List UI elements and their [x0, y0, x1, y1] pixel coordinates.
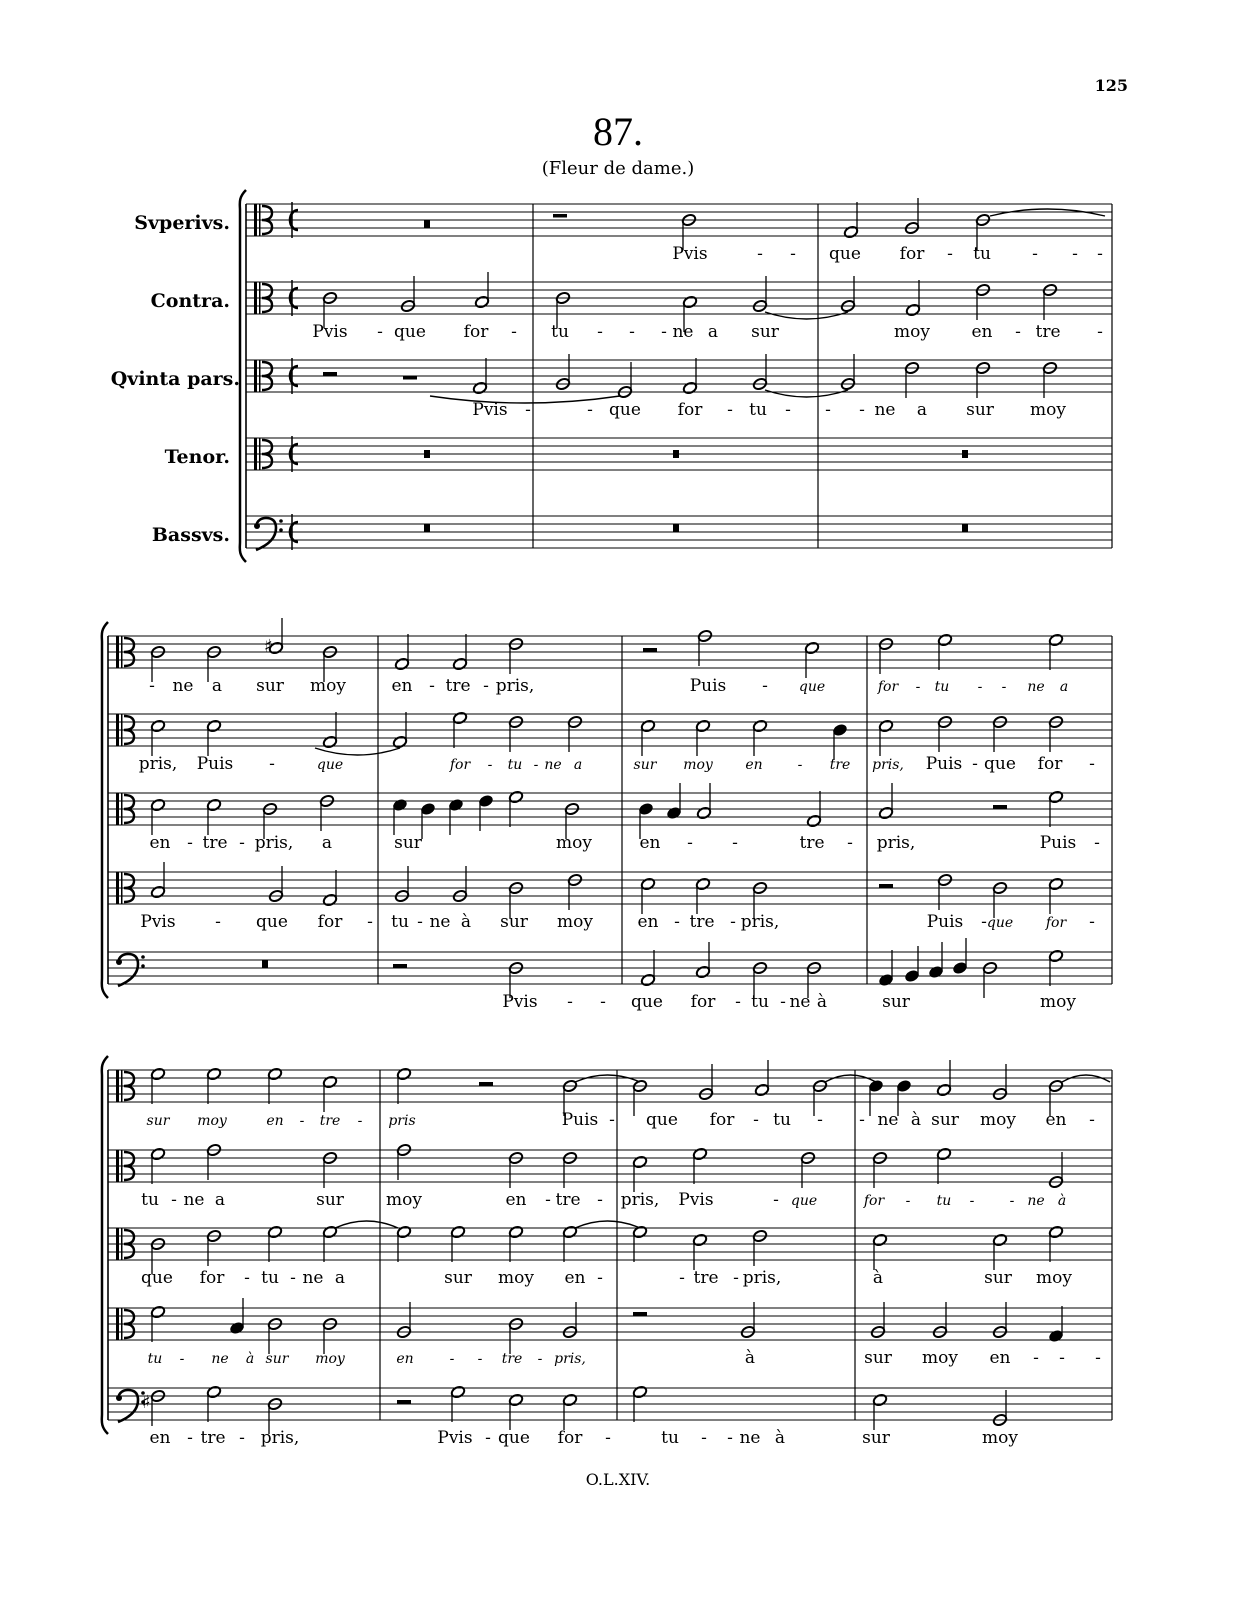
breve-rest-icon: [962, 450, 968, 458]
lyric-superius: -: [757, 244, 763, 264]
f-clef-icon: [279, 528, 283, 532]
lyric-superius: que: [646, 1110, 678, 1130]
lyric-contra: tu: [551, 322, 569, 342]
voice-label-superius: Svperivs.: [134, 212, 230, 234]
breve-rest-icon: [962, 524, 968, 532]
lyric-tenor: en: [637, 912, 659, 932]
lyric-superius: -: [1032, 244, 1038, 264]
lyric-superius: Puis: [561, 1110, 599, 1130]
c-clef-icon: [259, 204, 261, 236]
lyric-bassus: à: [816, 992, 828, 1012]
c-clef-icon: [121, 1150, 123, 1182]
lyric-tenor: -: [1059, 1348, 1065, 1368]
f-clef-icon: [118, 1390, 138, 1422]
lyric-contra: -: [797, 757, 803, 773]
breve-rest-icon: [262, 960, 268, 968]
lyric-tenor: -: [1095, 1348, 1101, 1368]
lyric-contra: en: [745, 757, 763, 773]
lyric-contra: pris,: [620, 1190, 660, 1210]
lyric-quinta-pars: ne: [874, 400, 896, 420]
c-clef-icon: [116, 636, 119, 668]
lyric-bassus: Pvis: [502, 992, 538, 1012]
lyric-contra: -: [377, 322, 383, 342]
lyric-bassus: que: [498, 1428, 530, 1448]
voice-label-contra: Contra.: [150, 290, 230, 312]
lyric-quinta-pars: Pvis: [472, 400, 508, 420]
lyric-superius: -: [1089, 1110, 1095, 1130]
f-clef-icon: [254, 523, 260, 529]
lyric-tenor: for: [317, 912, 343, 932]
lyric-tenor: sur: [265, 1351, 289, 1367]
lyric-contra: sur: [633, 757, 657, 773]
lyric-quinta-pars: à: [872, 1268, 884, 1288]
lyric-quinta-pars: -: [1094, 833, 1100, 853]
lyric-quinta-pars: a: [916, 400, 928, 420]
lyric-quinta-pars: for: [199, 1268, 225, 1288]
lyric-quinta-pars: -: [847, 833, 853, 853]
voice-label-bassus: Bassvs.: [151, 524, 230, 546]
lyric-contra: tu: [507, 757, 523, 773]
lyric-superius: tre: [319, 1113, 341, 1129]
lyric-contra: ne: [1027, 1193, 1045, 1209]
lyric-superius: Pvis: [672, 244, 708, 264]
lyric-superius: moy: [197, 1113, 227, 1129]
lyric-superius: -: [149, 676, 155, 696]
lyric-contra: for: [863, 1193, 885, 1209]
lyric-quinta-pars: sur: [966, 400, 994, 420]
lyric-tenor: Puis: [926, 912, 964, 932]
lyric-quinta-pars: -: [290, 1268, 296, 1288]
lyric-contra: Puis: [925, 754, 963, 774]
lyric-quinta-pars: Puis: [1039, 833, 1077, 853]
lyric-bassus: moy: [982, 1428, 1018, 1448]
lyric-tenor: -: [1089, 912, 1095, 932]
c-clef-icon: [121, 636, 123, 668]
lyric-tenor: tre: [501, 1351, 523, 1367]
rest-icon: [403, 376, 417, 380]
lyric-bassus: tre: [200, 1428, 226, 1448]
lyric-quinta-pars: pris,: [742, 1268, 782, 1288]
lyric-quinta-pars: -: [732, 833, 738, 853]
lyric-contra: Pvis: [678, 1190, 714, 1210]
lyric-quinta-pars: pris,: [876, 833, 916, 853]
lyric-superius: en: [1045, 1110, 1067, 1130]
lyric-contra: -: [597, 322, 603, 342]
lyric-quinta-pars: en: [639, 833, 661, 853]
breve-rest-icon: [424, 220, 430, 228]
c-clef-icon: [121, 1308, 123, 1340]
lyric-contra: ne: [183, 1190, 205, 1210]
lyric-superius: tu: [773, 1110, 791, 1130]
system-1-bracket: [240, 190, 246, 562]
lyric-contra: tre: [555, 1190, 581, 1210]
lyric-contra: pris,: [872, 757, 904, 773]
lyric-contra: -: [972, 754, 978, 774]
lyric-tenor: -: [730, 912, 736, 932]
c-clef-icon: [116, 872, 119, 904]
lyric-tenor: -: [1033, 1348, 1039, 1368]
c-clef-icon: [121, 1228, 123, 1260]
lyric-superius: en: [391, 676, 413, 696]
lyric-bassus: moy: [1040, 992, 1076, 1012]
lyric-quinta-pars: for: [677, 400, 703, 420]
lyric-bassus: tu: [751, 992, 769, 1012]
lyric-bassus: Pvis: [437, 1428, 473, 1448]
page-number: 125: [1094, 76, 1128, 95]
lyric-contra: -: [773, 1190, 779, 1210]
lyric-superius: -: [299, 1113, 305, 1129]
c-clef-icon: [254, 204, 257, 236]
lyric-superius: moy: [310, 676, 346, 696]
lyric-bassus: -: [727, 1428, 733, 1448]
lyric-contra: a: [573, 757, 583, 773]
f-clef-icon: [116, 959, 122, 965]
lyric-superius: a: [211, 676, 223, 696]
lyric-tenor: à: [744, 1348, 756, 1368]
rest-icon: [643, 648, 657, 652]
lyric-bassus: -: [600, 992, 606, 1012]
lyric-quinta-pars: moy: [498, 1268, 534, 1288]
lyric-quinta-pars: ne: [302, 1268, 324, 1288]
piece-number: 87.: [593, 109, 643, 154]
lyric-tenor: moy: [315, 1351, 345, 1367]
lyric-contra: -: [1097, 322, 1103, 342]
lyric-contra: -: [487, 757, 493, 773]
lyric-bassus: -: [735, 992, 741, 1012]
lyric-superius: en: [266, 1113, 284, 1129]
c-clef-icon: [116, 793, 119, 825]
lyric-contra: -: [661, 322, 667, 342]
lyric-bassus: for: [690, 992, 716, 1012]
lyric-superius: Puis: [689, 676, 727, 696]
rest-icon: [323, 372, 337, 376]
lyric-contra: -: [1015, 322, 1021, 342]
lyric-quinta-pars: -: [244, 1268, 250, 1288]
lyric-tenor: for: [1045, 915, 1067, 931]
lyric-quinta-pars: -: [597, 1268, 603, 1288]
lyric-contra: que: [790, 1193, 818, 1209]
lyric-contra: -: [545, 1190, 551, 1210]
c-clef-icon: [254, 282, 257, 314]
lyric-contra: -: [269, 754, 275, 774]
lyric-superius: ne: [172, 676, 194, 696]
lyric-superius: for: [877, 679, 899, 695]
rest-icon: [879, 884, 893, 888]
lyric-bassus: pris,: [260, 1428, 300, 1448]
lyric-bassus: -: [780, 992, 786, 1012]
lyric-superius: tu: [934, 679, 950, 695]
lyric-contra: que: [394, 322, 426, 342]
lyric-superius: moy: [980, 1110, 1016, 1130]
lyric-quinta-pars: pris,: [254, 833, 294, 853]
lyric-quinta-pars: a: [334, 1268, 346, 1288]
lyric-contra: for: [463, 322, 489, 342]
lyric-contra: for: [1037, 754, 1063, 774]
lyric-quinta-pars: moy: [1030, 400, 1066, 420]
lyric-quinta-pars: -: [239, 833, 245, 853]
lyric-contra: tu: [936, 1193, 952, 1209]
tie: [315, 748, 400, 755]
lyric-contra: tre: [1035, 322, 1061, 342]
lyric-quinta-pars: tre: [202, 833, 228, 853]
lyric-quinta-pars: -: [727, 400, 733, 420]
lyric-superius: que: [798, 679, 826, 695]
lyric-bassus: -: [187, 1428, 193, 1448]
lyric-tenor: -: [417, 912, 423, 932]
voice-label-quinta-pars: Qvinta pars.: [110, 368, 240, 390]
breve-rest-icon: [424, 524, 430, 532]
lyric-contra: -: [969, 1193, 975, 1209]
lyric-quinta-pars: tre: [693, 1268, 719, 1288]
lyric-contra: sur: [316, 1190, 344, 1210]
rest-icon: [993, 805, 1007, 809]
lyric-tenor: -: [674, 912, 680, 932]
lyric-contra: en: [971, 322, 993, 342]
lyric-contra: pris,: [138, 754, 178, 774]
lyric-contra: a: [214, 1190, 226, 1210]
rest-icon: [479, 1082, 493, 1086]
lyric-contra: en: [505, 1190, 527, 1210]
lyric-superius: -: [1072, 244, 1078, 264]
lyric-quinta-pars: -: [825, 400, 831, 420]
lyric-tenor: -: [215, 912, 221, 932]
rest-icon: [393, 964, 407, 968]
lyric-tenor: tre: [689, 912, 715, 932]
breve-rest-icon: [673, 450, 679, 458]
tie: [765, 390, 848, 397]
lyric-quinta-pars: sur: [984, 1268, 1012, 1288]
lyric-quinta-pars: -: [687, 833, 693, 853]
lyric-bassus: sur: [882, 992, 910, 1012]
lyric-bassus: for: [557, 1428, 583, 1448]
c-clef-icon: [259, 438, 261, 470]
lyric-tenor: sur: [864, 1348, 892, 1368]
lyric-bassus: -: [567, 992, 573, 1012]
lyric-tenor: -: [367, 912, 373, 932]
lyric-bassus: tu: [661, 1428, 679, 1448]
lyric-contra: -: [171, 1190, 177, 1210]
lyric-superius: -: [762, 676, 768, 696]
c-clef-icon: [121, 1070, 123, 1102]
f-clef-icon: [279, 519, 283, 523]
lyric-superius: tu: [973, 244, 991, 264]
lyric-quinta-pars: tre: [799, 833, 825, 853]
lyric-tenor: que: [986, 915, 1014, 931]
lyric-bassus: -: [485, 1428, 491, 1448]
lyric-superius: -: [1001, 679, 1007, 695]
lyric-contra: ne: [672, 322, 694, 342]
lyric-contra: a: [707, 322, 719, 342]
lyric-superius: sur: [256, 676, 284, 696]
tie: [575, 1221, 640, 1228]
lyric-quinta-pars: en: [564, 1268, 586, 1288]
tie: [335, 1221, 398, 1228]
lyric-bassus: ne: [739, 1428, 761, 1448]
lyric-quinta-pars: que: [141, 1268, 173, 1288]
c-clef-icon: [254, 438, 257, 470]
lyric-quinta-pars: a: [321, 833, 333, 853]
lyric-tenor: moy: [922, 1348, 958, 1368]
system-3-bracket: [102, 1056, 108, 1434]
lyric-superius: -: [947, 244, 953, 264]
lyric-tenor: -: [537, 1351, 543, 1367]
rest-icon: [397, 1400, 411, 1404]
sharp-icon: ♯: [142, 1392, 151, 1413]
lyric-superius: -: [609, 1110, 615, 1130]
lyric-contra: à: [1057, 1193, 1067, 1209]
c-clef-icon: [116, 1308, 119, 1340]
lyric-bassus: -: [701, 1428, 707, 1448]
lyric-tenor: pris,: [740, 912, 780, 932]
lyric-superius: -: [817, 1110, 823, 1130]
lyric-tenor: -: [449, 1351, 455, 1367]
lyric-superius: -: [1097, 244, 1103, 264]
lyric-superius: -: [357, 1113, 363, 1129]
c-clef-icon: [116, 714, 119, 746]
c-clef-icon: [116, 1070, 119, 1102]
lyric-superius: pris: [388, 1113, 416, 1129]
lyric-contra: sur: [751, 322, 779, 342]
lyric-superius: for: [709, 1110, 735, 1130]
f-clef-icon: [256, 518, 276, 550]
lyric-tenor: -: [981, 912, 987, 932]
lyric-tenor: sur: [500, 912, 528, 932]
lyric-contra: Pvis: [312, 322, 348, 342]
lyric-quinta-pars: sur: [394, 833, 422, 853]
lyric-tenor: tu: [147, 1351, 163, 1367]
c-clef-icon: [116, 1150, 119, 1182]
lyric-contra: -: [905, 1193, 911, 1209]
lyric-quinta-pars: -: [859, 400, 865, 420]
f-clef-icon: [141, 964, 145, 968]
lyric-quinta-pars: moy: [1036, 1268, 1072, 1288]
lyric-contra: Puis: [196, 754, 234, 774]
f-clef-icon: [118, 954, 138, 986]
lyric-tenor: moy: [557, 912, 593, 932]
lyric-superius: tre: [445, 676, 471, 696]
lyric-contra: ne: [544, 757, 562, 773]
lyric-bassus: en: [149, 1428, 171, 1448]
breve-rest-icon: [673, 524, 679, 532]
lyric-contra: que: [984, 754, 1016, 774]
lyric-contra: tre: [829, 757, 851, 773]
c-clef-icon: [254, 360, 257, 392]
lyric-bassus: que: [631, 992, 663, 1012]
lyric-contra: moy: [683, 757, 713, 773]
lyric-quinta-pars: que: [609, 400, 641, 420]
c-clef-icon: [121, 872, 123, 904]
lyric-bassus: ne: [789, 992, 811, 1012]
lyric-contra: -: [597, 1190, 603, 1210]
lyric-tenor: que: [256, 912, 288, 932]
lyric-contra: moy: [386, 1190, 422, 1210]
lyric-contra: for: [449, 757, 471, 773]
f-clef-icon: [116, 1395, 122, 1401]
lyric-superius: -: [753, 1110, 759, 1130]
lyric-contra: -: [1009, 1193, 1015, 1209]
lyric-tenor: à: [460, 912, 472, 932]
lyric-superius: a: [1059, 679, 1069, 695]
sharp-icon: ♯: [264, 636, 273, 657]
lyric-superius: for: [899, 244, 925, 264]
lyric-superius: -: [483, 676, 489, 696]
lyric-tenor: en: [989, 1348, 1011, 1368]
lyric-quinta-pars: -: [187, 833, 193, 853]
lyric-contra: -: [1089, 754, 1095, 774]
lyric-bassus: sur: [862, 1428, 890, 1448]
lyric-tenor: -: [179, 1351, 185, 1367]
lyric-quinta-pars: tu: [261, 1268, 279, 1288]
lyric-quinta-pars: -: [679, 1268, 685, 1288]
lyric-superius: sur: [931, 1110, 959, 1130]
lyric-tenor: pris,: [554, 1351, 586, 1367]
lyric-superius: ne: [1027, 679, 1045, 695]
breve-rest-icon: [424, 450, 430, 458]
lyric-bassus: -: [605, 1428, 611, 1448]
lyric-superius: -: [790, 244, 796, 264]
rest-icon: [553, 214, 567, 218]
lyric-tenor: à: [245, 1351, 255, 1367]
lyric-superius: pris,: [495, 676, 535, 696]
lyric-contra: moy: [894, 322, 930, 342]
lyric-quinta-pars: tu: [749, 400, 767, 420]
page-footer: O.L.XIV.: [585, 1470, 651, 1489]
lyric-tenor: tu: [391, 912, 409, 932]
c-clef-icon: [116, 1228, 119, 1260]
lyric-bassus: -: [239, 1428, 245, 1448]
lyric-tenor: en: [396, 1351, 414, 1367]
lyric-tenor: Pvis: [140, 912, 176, 932]
lyric-superius: -: [977, 679, 983, 695]
c-clef-icon: [259, 360, 261, 392]
c-clef-icon: [121, 714, 123, 746]
lyric-superius: -: [859, 1110, 865, 1130]
f-clef-icon: [141, 955, 145, 959]
c-clef-icon: [121, 793, 123, 825]
lyric-quinta-pars: -: [525, 400, 531, 420]
lyric-quinta-pars: en: [149, 833, 171, 853]
lyric-bassus: à: [774, 1428, 786, 1448]
rest-icon: [633, 1312, 647, 1316]
lyric-quinta-pars: -: [785, 400, 791, 420]
voice-label-tenor: Tenor.: [164, 446, 230, 468]
lyric-contra: -: [533, 757, 539, 773]
lyric-tenor: ne: [211, 1351, 229, 1367]
lyric-superius: ne: [877, 1110, 899, 1130]
tie: [765, 312, 848, 319]
lyric-contra: tu: [141, 1190, 159, 1210]
lyric-superius: à: [910, 1110, 922, 1130]
system-2-bracket: [102, 622, 108, 998]
lyric-superius: que: [829, 244, 861, 264]
lyric-quinta-pars: -: [587, 400, 593, 420]
c-clef-icon: [259, 282, 261, 314]
lyric-quinta-pars: moy: [556, 833, 592, 853]
lyric-contra: que: [316, 757, 344, 773]
lyric-superius: -: [915, 679, 921, 695]
lyric-quinta-pars: sur: [444, 1268, 472, 1288]
lyric-superius: -: [429, 676, 435, 696]
lyric-tenor: ne: [429, 912, 451, 932]
piece-subtitle: (Fleur de dame.): [541, 158, 695, 179]
lyric-contra: -: [629, 322, 635, 342]
lyric-tenor: -: [477, 1351, 483, 1367]
lyric-quinta-pars: -: [733, 1268, 739, 1288]
lyric-contra: -: [511, 322, 517, 342]
lyric-superius: sur: [146, 1113, 170, 1129]
